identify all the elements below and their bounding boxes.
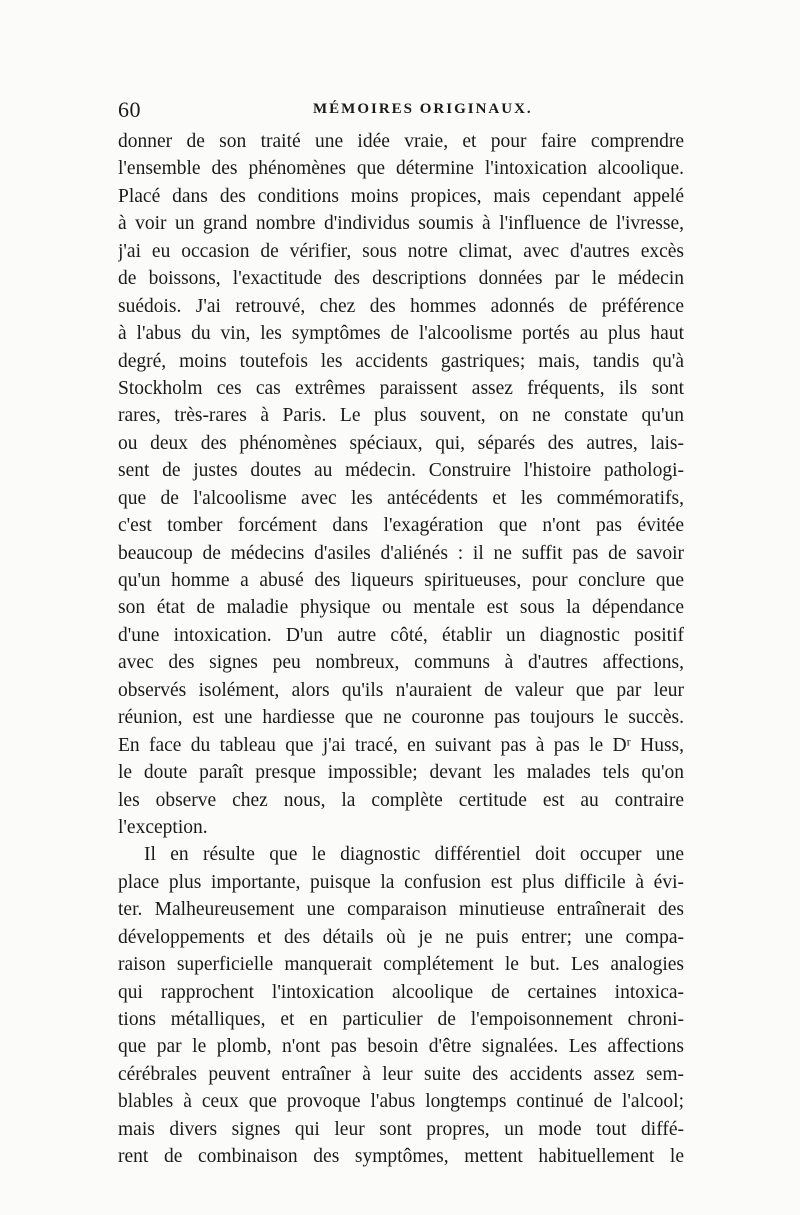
text-line: que par le plomb, n'ont pas besoin d'être signalées. Les affections bbox=[118, 1036, 684, 1058]
text-line: d'une intoxication. D'un autre côté, établir un diagnostic positif bbox=[118, 624, 684, 646]
text-line: donner de son traité une idée vraie, et pour faire comprendre bbox=[118, 131, 684, 152]
text-line: observés isolément, alors qu'ils n'auraient de valeur que par leur bbox=[118, 679, 684, 701]
text-line: rent de combinaison des symptômes, mettent habituellement le bbox=[118, 1146, 684, 1168]
text-line: son état de maladie physique ou mentale est sous la dépendance bbox=[118, 597, 684, 619]
text-line: l'ensemble des phénomènes que détermine l'intoxication alcoolique. bbox=[118, 158, 684, 180]
text-line: mais divers signes qui leur sont propres, un mode tout diffé- bbox=[118, 1118, 684, 1140]
text-line: les observe chez nous, la complète certitude est au contraire bbox=[118, 789, 684, 811]
text-line: développements et des détails où je ne puis entrer; une compa- bbox=[118, 926, 684, 948]
text-line: c'est tomber forcément dans l'exagération que n'ont pas évitée bbox=[118, 515, 684, 537]
text-line: à voir un grand nombre d'individus soumis à l'influence de l'ivresse, bbox=[118, 213, 684, 235]
text-line: rares, très-rares à Paris. Le plus souvent, on ne constate qu'un bbox=[118, 405, 684, 427]
text-line: Placé dans des conditions moins propices, mais cependant appelé bbox=[118, 185, 684, 207]
text-line: que de l'alcoolisme avec les antécédents et les commémoratifs, bbox=[118, 487, 684, 509]
text-line: avec des signes peu nombreux, communs à d'autres affections, bbox=[118, 652, 684, 674]
body-text bbox=[118, 128, 684, 1171]
text-line: beaucoup de médecins d'asiles d'aliénés : il ne suffit pas de savoir bbox=[118, 542, 684, 564]
running-head bbox=[118, 97, 684, 125]
text-line: suédois. J'ai retrouvé, chez des hommes adonnés de préférence bbox=[118, 295, 684, 317]
text-line: ter. Malheureusement une comparaison minutieuse entraînerait des bbox=[118, 899, 684, 921]
text-line: ou deux des phénomènes spéciaux, qui, séparés des autres, lais- bbox=[118, 432, 684, 454]
text-line: tions métalliques, et en particulier de l'empoisonnement chroni- bbox=[118, 1009, 684, 1030]
text-line: Stockholm ces cas extrêmes paraissent assez fréquents, ils sont bbox=[118, 377, 684, 399]
running-title: MÉMOIRES ORIGINAUX. bbox=[313, 101, 533, 117]
text-line-paragraph-start: Il en résulte que le diagnostic différentiel doit occuper une bbox=[144, 844, 684, 866]
text-line: sent de justes doutes au médecin. Construire l'histoire pathologi- bbox=[118, 460, 684, 482]
text-line: à l'abus du vin, les symptômes de l'alcoolisme portés au plus haut bbox=[118, 323, 684, 345]
text-line: degré, moins toutefois les accidents gastriques; mais, tandis qu'à bbox=[118, 350, 684, 372]
text-line-paragraph-end: l'exception. bbox=[118, 816, 208, 838]
text-line: qu'un homme a abusé des liqueurs spiritueuses, pour conclure que bbox=[118, 570, 684, 591]
text-line: blables à ceux que provoque l'abus longtemps continué de l'alcool; bbox=[118, 1091, 684, 1113]
text-line: de boissons, l'exactitude des descriptions données par le médecin bbox=[118, 268, 684, 290]
text-line: j'ai eu occasion de vérifier, sous notre climat, avec d'autres excès bbox=[118, 240, 684, 262]
page-number: 60 bbox=[118, 97, 141, 122]
text-line: qui rapprochent l'intoxication alcoolique de certaines intoxica- bbox=[118, 981, 684, 1003]
text-line: En face du tableau que j'ai tracé, en suivant pas à pas le Dʳ Huss, bbox=[118, 734, 684, 756]
text-line: réunion, est une hardiesse que ne couronne pas toujours le succès. bbox=[118, 707, 684, 729]
text-line: place plus importante, puisque la confusion est plus difficile à évi- bbox=[118, 871, 684, 893]
text-line: raison superficielle manquerait complétement le but. Les analogies bbox=[118, 954, 684, 976]
text-line: cérébrales peuvent entraîner à leur suite des accidents assez sem- bbox=[118, 1063, 684, 1085]
text-line: le doute paraît presque impossible; devant les malades tels qu'on bbox=[118, 762, 684, 784]
